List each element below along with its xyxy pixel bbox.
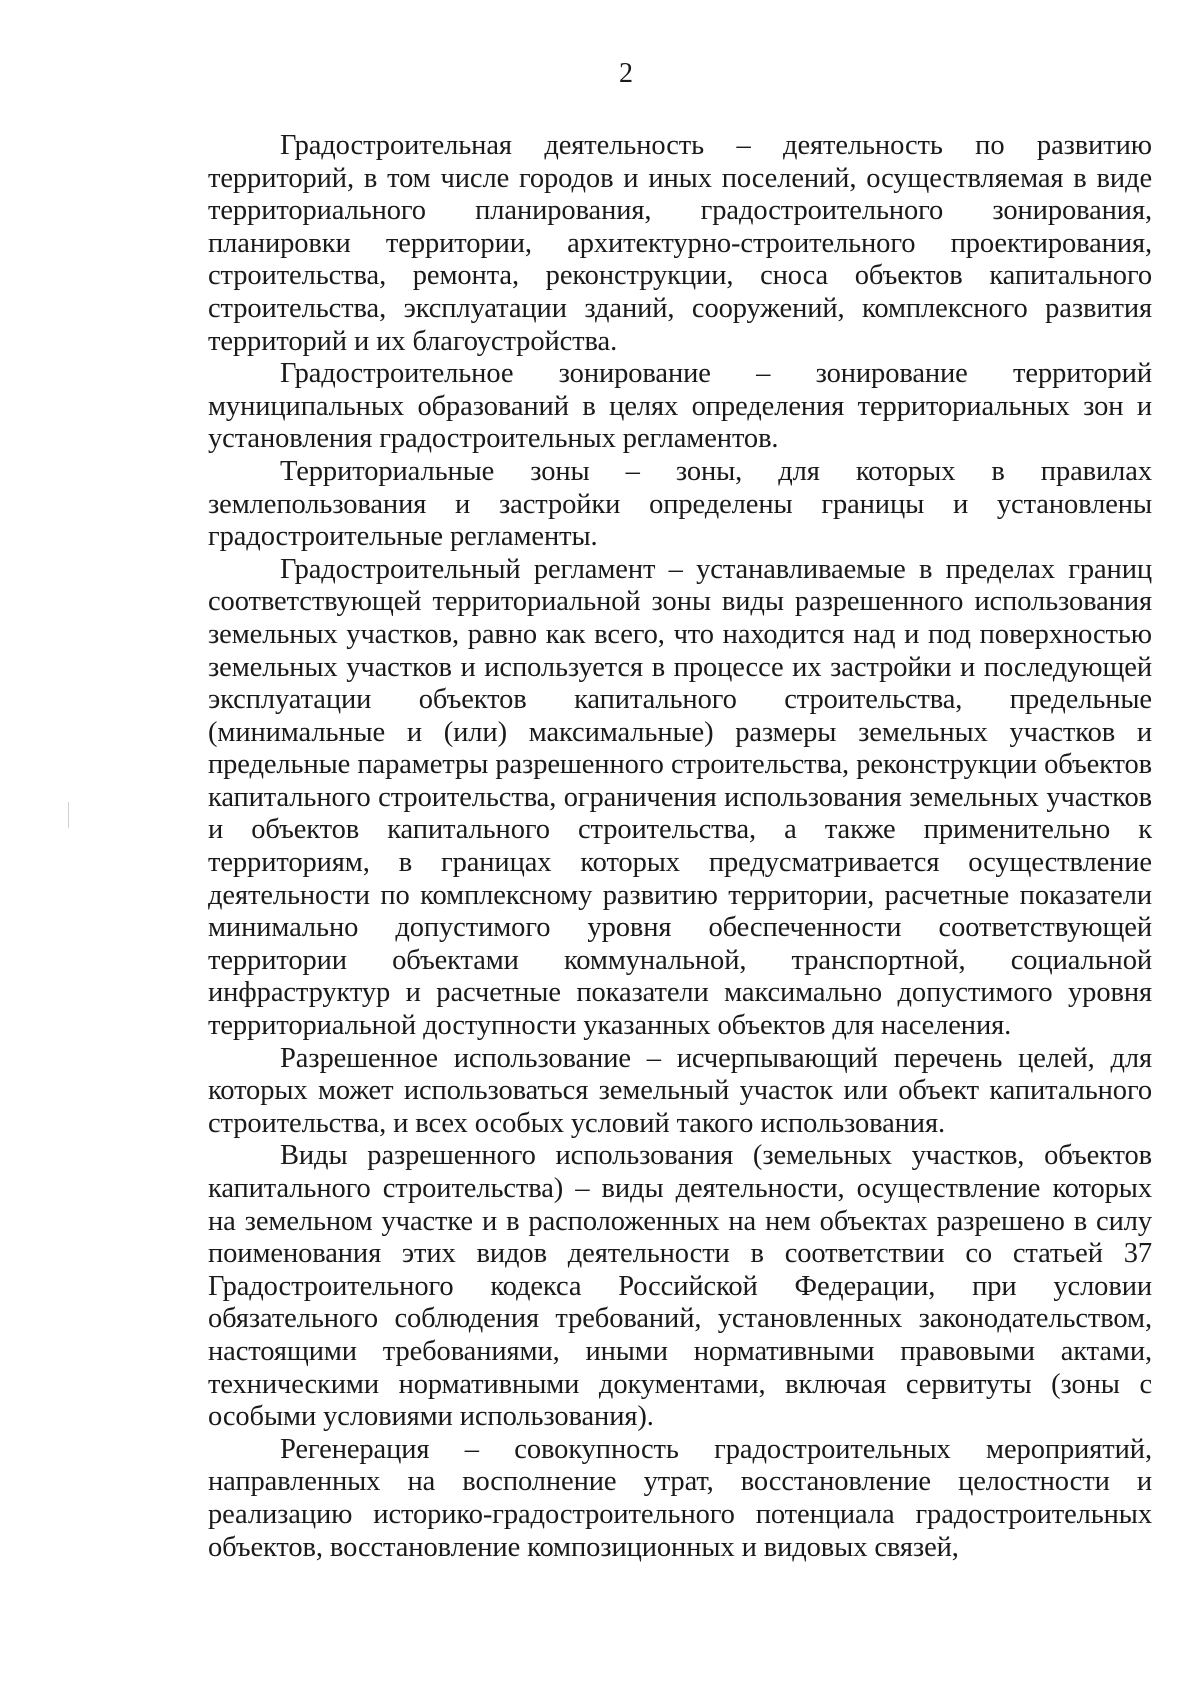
paragraph-regeneration: Регенерация – совокупность градостроительных мероприятий, направленных на восполнение утрат, восстановление целостности и реализацию историко-градостроительного потенциала градостроительных объектов, восстановление композиционных и видовых связей, xyxy=(208,1433,1152,1563)
paragraph-urban-regulation: Градостроительный регламент – устанавливаемые в пределах границ соответствующей территориальной зоны виды разрешенного использования земельных участков, равно как всего, что находится над и под поверхностью земельных участков и используется в процессе их застройки и последующей эксплуатации объектов капитального строительства, предельные (минимальные и (или) максимальные) размеры земельных участков и предельные параметры разрешенного строительства, реконструкции объектов капитального строительства, ограничения использования земельных участков и объектов капитального строительства, а также применительно к территориям, в границах которых предусматривается осуществление деятельности по комплексному развитию территории, расчетные показатели минимально допустимого уровня обеспеченности соответствующей территории объектами коммунальной, транспортной, социальной инфраструктур и расчетные показатели максимально допустимого уровня территориальной доступности указанных объектов для населения. xyxy=(208,553,1152,1042)
paragraph-urban-planning-activity: Градостроительная деятельность – деятельность по развитию территорий, в том числе городов и иных поселений, осуществляемая в виде территориального планирования, градостроительного зонирования, планировки территории, архитектурно-строительного проектирования, строительства, ремонта, реконструкции, сноса объектов капитального строительства, эксплуатации зданий, сооружений, комплексного развития территорий и их благоустройства. xyxy=(208,130,1152,357)
scan-margin-mark xyxy=(68,802,69,828)
paragraph-permitted-use: Разрешенное использование – исчерпывающий перечень целей, для которых может использоваться земельный участок или объект капитального строительства, и всех особых условий такого использования. xyxy=(208,1042,1152,1139)
document-body xyxy=(208,130,1152,1564)
paragraph-urban-zoning: Градостроительное зонирование – зонирование территорий муниципальных образований в целях определения территориальных зон и установления градостроительных регламентов. xyxy=(208,358,1152,455)
page-number: 2 xyxy=(619,58,633,89)
paragraph-types-of-permitted-use: Виды разрешенного использования (земельных участков, объектов капитального строительства) – виды деятельности, осуществление которых на земельном участке и в расположенных на нем объектах разрешено в силу поименования этих видов деятельности в соответствии со статьей 37 Градостроительного кодекса Российской Федерации, при условии обязательного соблюдения требований, установленных законодательством, настоящими требованиями, иными нормативными правовыми актами, техническими нормативными документами, включая сервитуты (зоны с особыми условиями использования). xyxy=(208,1140,1152,1433)
paragraph-territorial-zones: Территориальные зоны – зоны, для которых в правилах землепользования и застройки определены границы и установлены градостроительные регламенты. xyxy=(208,455,1152,553)
